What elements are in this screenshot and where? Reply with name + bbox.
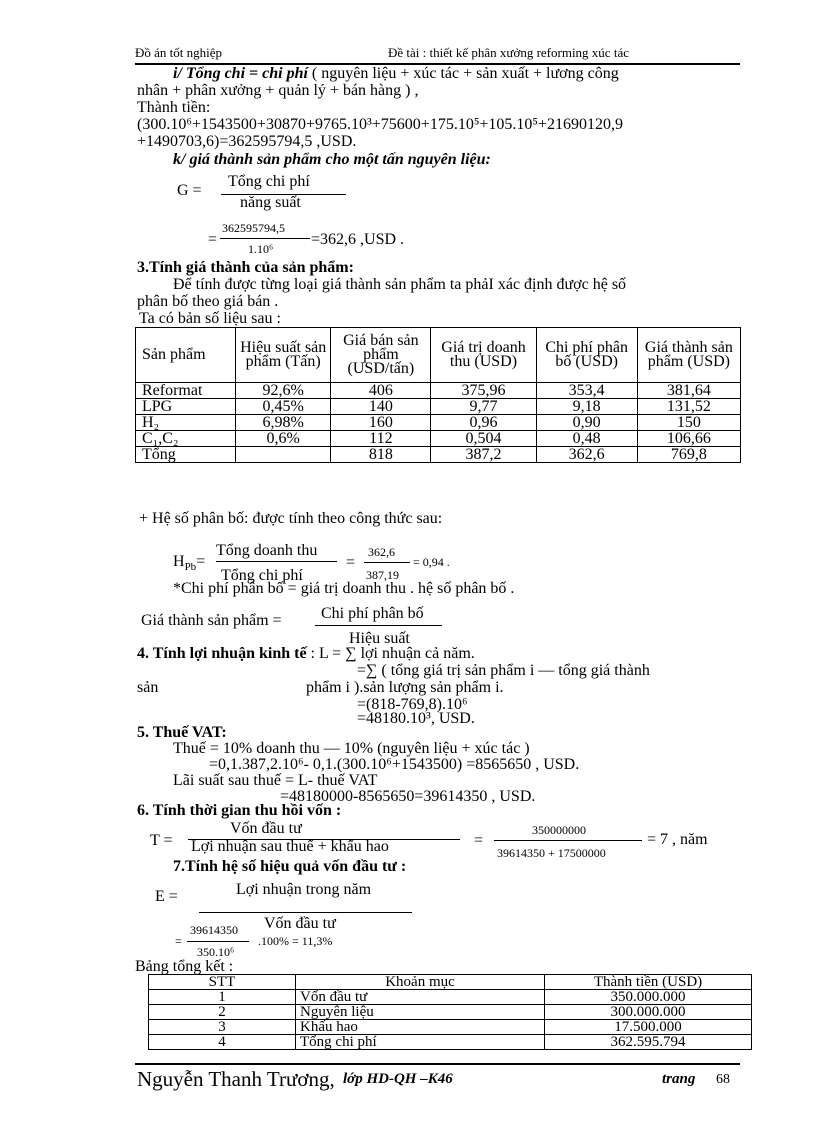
e-denominator: Vốn đầu tư <box>264 915 336 932</box>
gia-thanh-bar <box>315 625 442 626</box>
table-cell: 353,4 <box>536 383 637 399</box>
price-header-cell: Sản phẩm <box>136 328 236 383</box>
footer-author: Nguyễn Thanh Trương, <box>137 1067 335 1091</box>
header-left: Đồ án tốt nghiệp <box>135 45 223 60</box>
table-cell: 362,6 <box>536 447 637 463</box>
table-cell: 17.500.000 <box>545 1020 752 1035</box>
section-i-line5: +1490703,6)=362595794,5 ,USD. <box>137 133 357 150</box>
table-row <box>149 1005 752 1020</box>
h-bar2 <box>364 562 410 563</box>
summary-table <box>148 974 752 1050</box>
section4-line5: =48180.10³, USD. <box>357 710 475 727</box>
table-cell: 362.595.794 <box>545 1035 752 1050</box>
table-cell: Reformat <box>136 383 236 399</box>
g-denominator: năng suất <box>240 194 301 211</box>
price-header-cell: Giá trị doanh thu (USD) <box>431 328 536 383</box>
table-cell: LPG <box>136 399 236 415</box>
table-cell: 0,6% <box>235 431 330 447</box>
table-cell: 92,6% <box>235 383 330 399</box>
h-eq: = <box>196 553 206 570</box>
footer-rule <box>135 1063 740 1065</box>
table-cell: 0,96 <box>431 415 536 431</box>
g-label: G = <box>177 182 202 199</box>
table-row <box>136 447 741 463</box>
g-calc-denominator: 1.10⁶ <box>248 242 274 256</box>
table-cell <box>235 447 330 463</box>
section3-line2: phân bố theo giá bán . <box>137 293 279 310</box>
h-numerator: Tổng doanh thu <box>216 542 318 559</box>
table-cell: 375,96 <box>431 383 536 399</box>
table-cell: 769,8 <box>637 447 740 463</box>
price-table-header-row <box>136 328 741 383</box>
table-cell: 2 <box>149 1005 296 1020</box>
table-cell: 1 <box>149 990 296 1005</box>
table-cell: 9,18 <box>536 399 637 415</box>
t-eq: = <box>474 832 484 849</box>
e-calc-numerator: 39614350 <box>190 923 238 937</box>
table-row <box>149 990 752 1005</box>
section-i-line1-rest: ( nguyên liệu + xúc tác + sản xuất + lương công <box>307 65 619 82</box>
g-numerator: Tổng chi phí <box>228 173 310 190</box>
gia-thanh-numerator: Chi phí phân bố <box>321 605 424 622</box>
h-eq2: = <box>346 554 356 571</box>
h-symbol: H <box>173 553 185 570</box>
table-cell: 387,2 <box>431 447 536 463</box>
section-i-line4: (300.10⁶+1543500+30870+9765.10³+75600+175.10⁵+105.10⁵+21690120,9 <box>137 116 624 133</box>
table-cell: 0,48 <box>536 431 637 447</box>
section-i-line3: Thành tiền: <box>137 99 211 116</box>
he-so-note: *Chi phí phân bố = giá trị doanh thu . hệ số phân bố . <box>173 580 515 597</box>
price-header-cell: Giá bán sản phẩm (USD/tấn) <box>331 328 431 383</box>
price-table <box>135 327 741 463</box>
t-bar2 <box>494 840 642 841</box>
table-cell: 0,45% <box>235 399 330 415</box>
e-fraction-bar <box>199 912 412 913</box>
e-label: E = <box>155 888 178 905</box>
table-cell: 406 <box>331 383 431 399</box>
section3-line3: Ta có bản số liệu sau : <box>139 310 281 327</box>
e-calc-eq: = <box>175 934 182 948</box>
table-cell: 112 <box>331 431 431 447</box>
section5-line4: =48180000-8565650=39614350 , USD. <box>280 788 536 805</box>
section4-title: 4. Tính lợi nhuận kinh tế <box>137 645 307 662</box>
table-row <box>136 431 741 447</box>
table-cell: Vốn đầu tư <box>296 990 545 1005</box>
table-cell: 3 <box>149 1020 296 1035</box>
h-denominator: Tổng chi phí <box>221 567 303 584</box>
t-den2: 39614350 + 17500000 <box>497 846 606 860</box>
table-cell: 150 <box>637 415 740 431</box>
table-cell: 0,90 <box>536 415 637 431</box>
g-calc-result: =362,6 ,USD . <box>311 231 405 248</box>
table-cell: Tổng chi phí <box>296 1035 545 1050</box>
table-cell: Tổng <box>136 447 236 463</box>
table-cell: 140 <box>331 399 431 415</box>
gia-thanh-label: Giá thành sản phẩm = <box>141 612 282 629</box>
price-header-cell: Hiệu suất sản phẩm (Tấn) <box>235 328 330 383</box>
summary-title: Bảng tổng kết : <box>135 958 234 975</box>
section4-line3b: phẩm i ).sản lượng sản phẩm i. <box>306 679 504 696</box>
table-row <box>136 383 741 399</box>
t-denominator: Lợi nhuận sau thuế + khấu hao <box>191 838 389 855</box>
g-calc-bar <box>220 238 310 239</box>
table-row <box>149 1020 752 1035</box>
section5-title: 5. Thuế VAT: <box>137 724 227 741</box>
table-cell: 350.000.000 <box>545 990 752 1005</box>
table-row <box>136 415 741 431</box>
section-i-line1 <box>173 65 619 82</box>
t-label: T = <box>150 832 173 849</box>
e-numerator: Lợi nhuận trong năm <box>236 881 372 898</box>
section5-line3: Lãi suất sau thuế = L- thuế VAT <box>173 772 378 789</box>
table-cell: 160 <box>331 415 431 431</box>
h-num2: 362,6 <box>368 545 395 559</box>
summary-header-row <box>149 975 752 990</box>
g-calc-numerator: 362595794,5 <box>222 221 285 235</box>
g-calc-eq: = <box>208 231 218 248</box>
section-i-title: i/ Tổng chi = chi phí <box>173 65 308 82</box>
table-cell: 131,52 <box>637 399 740 415</box>
section3-title: 3.Tính giá thành của sản phẩm: <box>137 259 354 276</box>
section6-title: 6. Tính thời gian thu hồi vốn : <box>137 802 342 819</box>
t-result: = 7 , năm <box>647 831 708 848</box>
table-cell: Khấu hao <box>296 1020 545 1035</box>
table-cell: 6,98% <box>235 415 330 431</box>
h-label <box>173 553 205 576</box>
section4-title-rest: : L = ∑ lợi nhuận cả năm. <box>306 645 475 662</box>
price-header-cell: Giá thành sản phẩm (USD) <box>637 328 740 383</box>
h-fraction-bar <box>216 561 337 562</box>
h-den2: 387,19 <box>366 568 399 582</box>
section5-line2: =0,1.387,2.10⁶- 0,1.(300.10⁶+1543500) =8565650 , USD. <box>209 756 580 773</box>
section7-title: 7.Tính hệ số hiệu quả vốn đầu tư : <box>173 858 407 875</box>
header-right: Đề tài : thiết kế phân xưởng reforming xúc tác <box>388 45 629 60</box>
t-numerator: Vốn đầu tư <box>230 820 302 837</box>
table-cell: 818 <box>331 447 431 463</box>
section4-line1 <box>137 645 475 662</box>
e-calc-result: .100% = 11,3% <box>258 934 333 948</box>
he-so-line1: + Hệ số phân bố: được tính theo công thức sau: <box>139 510 443 527</box>
price-header-cell: Chi phí phân bố (USD) <box>536 328 637 383</box>
summary-header-cell: STT <box>149 975 296 990</box>
summary-header-cell: Thành tiền (USD) <box>545 975 752 990</box>
table-cell: 0,504 <box>431 431 536 447</box>
section-i-line2: nhân + phân xưởng + quản lý + bán hàng ) , <box>137 82 419 99</box>
section4-line4: =(818-769,8).10⁶ <box>357 696 468 713</box>
footer-page-label: trang <box>662 1071 696 1087</box>
h-result2: = 0,94 . <box>413 555 450 569</box>
footer-page-number: 68 <box>716 1072 730 1087</box>
section4-line2: =∑ ( tổng giá trị sản phẩm i — tổng giá thành <box>357 662 650 679</box>
e-calc-denominator: 350.10⁶ <box>197 945 235 959</box>
section5-line1: Thuế = 10% doanh thu — 10% (nguyên liệu + xúc tác ) <box>173 740 530 757</box>
table-cell: 9,77 <box>431 399 536 415</box>
table-cell: Nguyên liệu <box>296 1005 545 1020</box>
e-calc-bar <box>187 941 249 942</box>
table-cell: C₁,C₂ <box>136 431 236 447</box>
table-cell: 300.000.000 <box>545 1005 752 1020</box>
gia-thanh-denominator: Hiệu suất <box>349 630 410 647</box>
section4-line3a: sản <box>137 679 159 696</box>
table-cell: 4 <box>149 1035 296 1050</box>
table-cell: H₂ <box>136 415 236 431</box>
table-row <box>136 399 741 415</box>
t-num2: 350000000 <box>532 823 586 837</box>
table-row <box>149 1035 752 1050</box>
h-subscript: Pb <box>184 561 197 574</box>
table-cell: 106,66 <box>637 431 740 447</box>
section-k-title: k/ giá thành sản phẩm cho một tấn nguyên liệu: <box>173 151 491 168</box>
footer-class: lớp HD-QH –K46 <box>343 1071 453 1087</box>
summary-header-cell: Khoản mục <box>296 975 545 990</box>
section3-line1: Để tính được từng loại giá thành sản phẩm ta phảI xác định được hệ số <box>173 276 627 293</box>
table-cell: 381,64 <box>637 383 740 399</box>
